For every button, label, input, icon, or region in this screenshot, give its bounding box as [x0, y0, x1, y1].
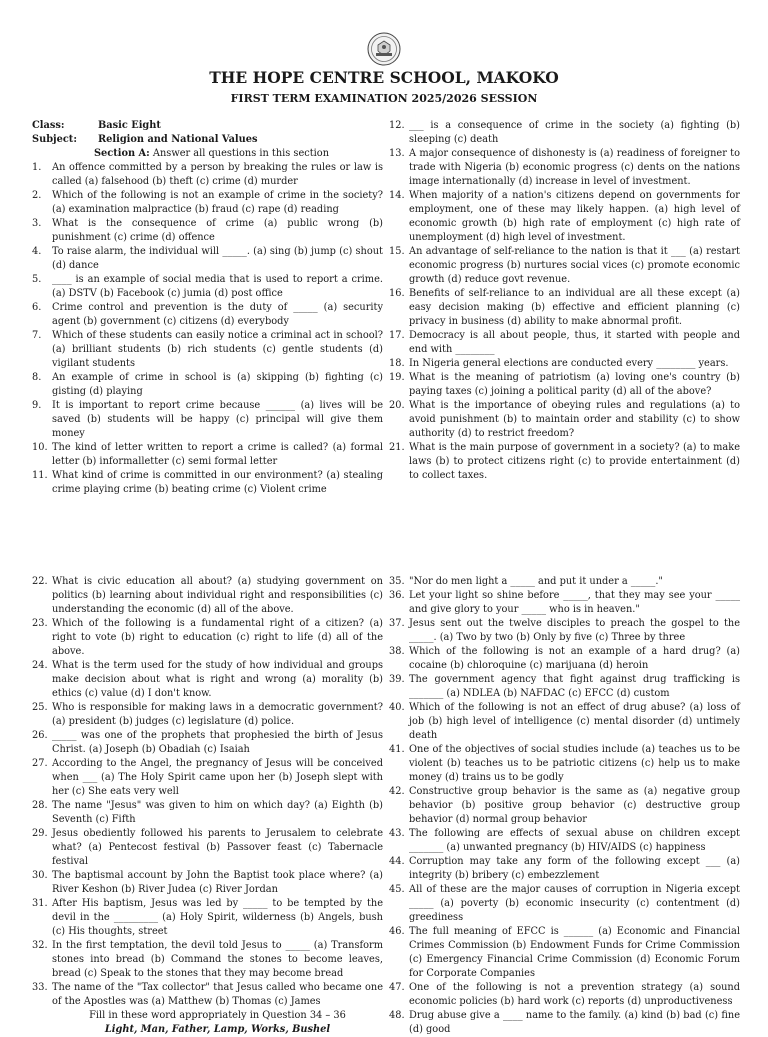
question-text: Drug abuse give a ____ name to the family. (a) kind (b) bad (c) fine (d) good	[409, 1010, 740, 1035]
question-text: What is the consequence of crime (a) public wrong (b) punishment (c) crime (d) offence	[52, 218, 383, 243]
question-item	[32, 371, 383, 399]
question-number: 37.	[389, 618, 405, 629]
question-item	[389, 785, 740, 827]
question-text: What is the term used for the study of how individual and groups make decision about what is right and wrong (a) morality (b) ethics (c) value (d) I don't know.	[52, 660, 383, 699]
question-text: Jesus obediently followed his parents to Jerusalem to celebrate what? (a) Pentecost festival (b) Passover feast (c) Tabernacle festival	[52, 828, 383, 867]
question-text: Who is responsible for making laws in a democratic government? (a) president (b) judges (c) legislature (d) police.	[52, 702, 383, 727]
question-number: 13.	[389, 148, 405, 159]
question-text: "Nor do men light a _____ and put it under a _____."	[409, 576, 663, 587]
question-text: It is important to report crime because ______ (a) lives will be saved (b) students will be happy (c) principal will give them money	[52, 400, 383, 439]
question-item	[389, 981, 740, 1009]
question-number: 6.	[32, 302, 42, 313]
class-value: Basic Eight	[98, 120, 161, 131]
question-number: 4.	[32, 246, 42, 257]
question-number: 43.	[389, 828, 405, 839]
question-item	[32, 659, 383, 701]
question-number: 46.	[389, 926, 405, 937]
question-item	[389, 883, 740, 925]
question-item	[32, 799, 383, 827]
question-text: Which of the following is not an example of a hard drug? (a) cocaine (b) chloroquine (c) marijuana (d) heroin	[409, 646, 740, 671]
question-number: 14.	[389, 190, 405, 201]
question-number: 12.	[389, 120, 405, 131]
question-number: 42.	[389, 786, 405, 797]
question-text: Constructive group behavior is the same as (a) negative group behavior (b) positive group behavior (c) destructive group behavior (d) normal group behavior	[409, 786, 740, 825]
question-number: 17.	[389, 330, 405, 341]
question-text: Crime control and prevention is the duty of _____ (a) security agent (b) government (c) citizens (d) everybody	[52, 302, 383, 327]
question-list	[32, 575, 383, 1009]
question-number: 15.	[389, 246, 405, 257]
question-item	[389, 645, 740, 673]
question-number: 11.	[32, 470, 48, 481]
question-number: 28.	[32, 800, 48, 811]
question-text: An advantage of self-reliance to the nation is that it ___ (a) restart economic progress (b) nurtures social vices (c) promote economic growth (d) reduce govt revenue.	[409, 246, 740, 285]
question-text: What is the meaning of patriotism (a) loving one's country (b) paying taxes (c) joining a political parity (d) all of the above?	[409, 372, 740, 397]
question-item	[389, 245, 740, 287]
section-heading	[40, 147, 383, 161]
question-text: ____ is an example of social media that is used to report a crime. (a) DSTV (b) Facebook (c) jumia (d) post office	[52, 274, 383, 299]
question-item	[389, 855, 740, 883]
question-number: 40.	[389, 702, 405, 713]
question-text: The kind of letter written to report a crime is called? (a) formal letter (b) informalletter (c) semi formal letter	[52, 442, 383, 467]
question-item	[389, 673, 740, 701]
question-number: 32.	[32, 940, 48, 951]
question-number: 5.	[32, 274, 42, 285]
question-number: 25.	[32, 702, 48, 713]
question-text: What is civic education all about? (a) studying government on politics (b) learning about individual right and responsibilities (c) understanding the economic (d) all of the above.	[52, 576, 383, 615]
question-item	[32, 189, 383, 217]
question-item	[389, 827, 740, 855]
question-number: 36.	[389, 590, 405, 601]
question-item	[389, 371, 740, 399]
question-text: The government agency that fight against drug trafficking is _______ (a) NDLEA (b) NAFDAC (c) EFCC (d) custom	[409, 674, 740, 699]
question-item	[32, 729, 383, 757]
question-item	[389, 589, 740, 617]
question-item	[389, 189, 740, 245]
question-item	[32, 939, 383, 981]
question-item	[32, 827, 383, 869]
question-number: 35.	[389, 576, 405, 587]
question-text: _____ was one of the prophets that prophesied the birth of Jesus Christ. (a) Joseph (b) Obadiah (c) Isaiah	[52, 730, 383, 755]
question-item	[32, 273, 383, 301]
question-number: 22.	[32, 576, 48, 587]
question-text: Which of these students can easily notice a criminal act in school? (a) brilliant students (b) rich students (c) gentle students (d) vigilant students	[52, 330, 383, 369]
question-text: ___ is a consequence of crime in the society (a) fighting (b) sleeping (c) death	[409, 120, 740, 145]
section-instruction: Answer all questions in this section	[152, 148, 330, 159]
question-item	[389, 287, 740, 329]
question-number: 38.	[389, 646, 405, 657]
question-number: 2.	[32, 190, 42, 201]
question-number: 18.	[389, 358, 405, 369]
subject-value: Religion and National Values	[98, 134, 258, 145]
question-number: 41.	[389, 744, 405, 755]
question-text: The name of the "Tax collector" that Jesus called who became one of the Apostles was (a) Matthew (b) Thomas (c) James	[52, 982, 383, 1007]
question-item	[32, 897, 383, 939]
question-item	[32, 575, 383, 617]
question-number: 26.	[32, 730, 48, 741]
question-number: 8.	[32, 372, 42, 383]
question-number: 21.	[389, 442, 405, 453]
question-text: What is the importance of obeying rules and regulations (a) to avoid punishment (b) to maintain order and stability (c) to show authority (d) to restrict freedom?	[409, 400, 740, 439]
class-label: Class:	[32, 120, 65, 131]
question-number: 24.	[32, 660, 48, 671]
question-text: What kind of crime is committed in our environment? (a) stealing crime playing crime (b) beating crime (c) Violent crime	[52, 470, 383, 495]
page1-left-column	[32, 119, 383, 497]
question-number: 45.	[389, 884, 405, 895]
question-text: What is the main purpose of government in a society? (a) to make laws (b) to protect citizens right (c) to provide entertainment (d) to collect taxes.	[409, 442, 740, 481]
question-text: A major consequence of dishonesty is (a) readiness of foreigner to trade with Nigeria (b) economic progress (c) dents on the nations image internationally (d) increase in level of investment.	[409, 148, 740, 187]
class-row	[32, 119, 383, 133]
question-number: 29.	[32, 828, 48, 839]
question-text: Jesus sent out the twelve disciples to preach the gospel to the _____. (a) Two by two (b) Only by five (c) Three by three	[409, 618, 740, 643]
school-name: THE HOPE CENTRE SCHOOL, MAKOKO	[209, 68, 559, 87]
question-text: The baptismal account by John the Baptist took place where? (a) River Keshon (b) River Judea (c) River Jordan	[52, 870, 383, 895]
question-item	[32, 617, 383, 659]
question-item	[32, 245, 383, 273]
fill-in-instruction: Fill in these word appropriately in Question 34 – 36	[89, 1010, 346, 1021]
question-text: One of the objectives of social studies include (a) teaches us to be violent (b) teaches us to be patriotic citizens (c) help us to make money (d) trains us to be godly	[409, 744, 740, 783]
question-item	[32, 301, 383, 329]
question-text: The full meaning of EFCC is ______ (a) Economic and Financial Crimes Commission (b) Endowment Funds for Crime Commission (c) Emergency Financial Crime Commission (d) Economic Forum for Corporate Companies	[409, 926, 740, 979]
question-number: 10.	[32, 442, 48, 453]
question-text: To raise alarm, the individual will _____. (a) sing (b) jump (c) shout (d) dance	[52, 246, 383, 271]
question-item	[389, 743, 740, 785]
question-number: 9.	[32, 400, 42, 411]
question-text: An example of crime in school is (a) skipping (b) fighting (c) gisting (d) playing	[52, 372, 383, 397]
question-text: After His baptism, Jesus was led by _____ to be tempted by the devil in the _________ (a) Holy Spirit, wilderness (b) Angels, bush (c) His thoughts, street	[52, 898, 383, 937]
section-title: Section A:	[93, 148, 150, 159]
question-item	[389, 119, 740, 147]
question-item	[389, 147, 740, 189]
question-item	[32, 869, 383, 897]
question-number: 44.	[389, 856, 405, 867]
question-text: All of these are the major causes of corruption in Nigeria except _____ (a) poverty (b) economic insecurity (c) contentment (d) greediness	[409, 884, 740, 923]
question-text: Which of the following is a fundamental right of a citizen? (a) right to vote (b) right to education (c) right to life (d) all of the above.	[52, 618, 383, 657]
question-item	[389, 1009, 740, 1037]
page2-right-column	[389, 575, 740, 1037]
subject-row	[32, 133, 383, 147]
question-list	[389, 119, 740, 483]
question-item	[32, 329, 383, 371]
question-number: 23.	[32, 618, 48, 629]
question-number: 20.	[389, 400, 405, 411]
question-number: 47.	[389, 982, 405, 993]
question-item	[389, 575, 740, 589]
question-number: 3.	[32, 218, 42, 229]
question-item	[32, 701, 383, 729]
question-text: Which of the following is not an example of crime in the society? (a) examination malpractice (b) fraud (c) rape (d) reading	[52, 190, 383, 215]
question-item	[32, 399, 383, 441]
question-text: Which of the following is not an effect of drug abuse? (a) loss of job (b) high level of intelligence (c) mental disorder (d) untimely death	[409, 702, 740, 741]
question-item	[389, 617, 740, 645]
question-text: According to the Angel, the pregnancy of Jesus will be conceived when ___ (a) The Holy Spirit came upon her (b) Joseph slept with her (c) She eats very well	[52, 758, 383, 797]
question-item	[389, 441, 740, 483]
question-text: One of the following is not a prevention strategy (a) sound economic policies (b) hard work (c) reports (d) unproductiveness	[409, 982, 740, 1007]
question-number: 27.	[32, 758, 48, 769]
question-number: 1.	[32, 162, 42, 173]
page2-left-column	[32, 575, 383, 1037]
page1-right-column	[389, 119, 740, 483]
school-crest-logo	[367, 32, 401, 66]
question-text: In the first temptation, the devil told Jesus to _____ (a) Transform stones into bread (b) Command the stones to become leaves, bread (c) Speak to the stones that they may become bread	[52, 940, 383, 979]
question-item	[32, 981, 383, 1009]
question-number: 39.	[389, 674, 405, 685]
question-item	[389, 399, 740, 441]
fill-in-word-bank: Light, Man, Father, Lamp, Works, Bushel	[104, 1024, 331, 1035]
question-list	[32, 161, 383, 497]
question-text: An offence committed by a person by breaking the rules or law is called (a) falsehood (b) theft (c) crime (d) murder	[52, 162, 383, 187]
question-text: Let your light so shine before _____, that they may see your _____ and give glory to your _____ who is in heaven."	[409, 590, 740, 615]
question-text: The name "Jesus" was given to him on which day? (a) Eighth (b) Seventh (c) Fifth	[52, 800, 383, 825]
question-item	[32, 757, 383, 799]
question-number: 48.	[389, 1010, 405, 1021]
question-item	[32, 161, 383, 189]
question-number: 16.	[389, 288, 405, 299]
question-number: 31.	[32, 898, 48, 909]
question-list	[389, 575, 740, 1037]
question-number: 33.	[32, 982, 48, 993]
question-item	[32, 469, 383, 497]
question-item	[32, 217, 383, 245]
question-item	[389, 701, 740, 743]
question-item	[32, 441, 383, 469]
subject-label: Subject:	[32, 134, 77, 145]
question-number: 30.	[32, 870, 48, 881]
question-text: When majority of a nation's citizens depend on governments for employment, one of these may likely happen. (a) high level of economic growth (b) high rate of employment (c) high rate of unemployment (d) high level of investment.	[409, 190, 740, 243]
question-number: 7.	[32, 330, 42, 341]
question-item	[389, 329, 740, 357]
question-number: 19.	[389, 372, 405, 383]
question-item	[389, 925, 740, 981]
question-item	[389, 357, 740, 371]
question-text: The following are effects of sexual abuse on children except _______ (a) unwanted pregnancy (b) HIV/AIDS (c) happiness	[409, 828, 740, 853]
question-text: Benefits of self-reliance to an individual are all these except (a) easy decision making (b) effective and efficient planning (c) privacy in business (d) ability to make abnormal profit.	[409, 288, 740, 327]
exam-title: FIRST TERM EXAMINATION 2025/2026 SESSION	[230, 92, 538, 105]
question-text: Corruption may take any form of the following except ___ (a) integrity (b) bribery (c) embezzlement	[409, 856, 740, 881]
question-text: In Nigeria general elections are conducted every ________ years.	[409, 358, 729, 369]
question-text: Democracy is all about people, thus, it started with people and end with ________	[409, 330, 740, 355]
